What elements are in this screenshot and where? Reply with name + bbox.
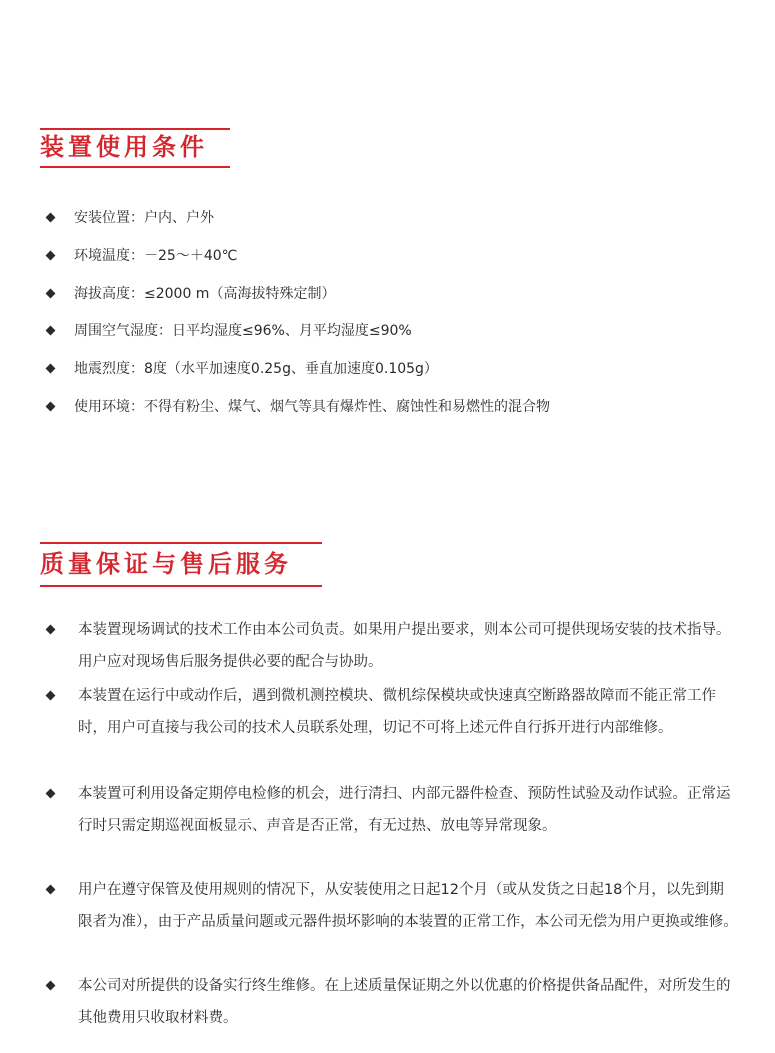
diamond-bullet-icon — [46, 885, 56, 895]
list-item-text: 本装置可利用设备定期停电检修的机会，进行清扫、内部元器件检查、预防性试验及动作试验。正常运行时只需定期巡视面板显示、声音是否正常，有无过热、放电等异常现象。 — [78, 786, 731, 834]
list-item-text: 本装置在运行中或动作后，遇到微机测控模块、微机综保模块或快速真空断路器故障而不能正常工作时，用户可直接与我公司的技术人员联系处理，切记不可将上述元件自行拆开进行内部维修。 — [78, 688, 716, 736]
title-line-top — [40, 128, 230, 130]
diamond-bullet-icon — [46, 213, 56, 223]
list-item-text: 地震烈度：8度（水平加速度0.25g、垂直加速度0.105g） — [74, 361, 438, 377]
diamond-bullet-icon — [46, 981, 56, 991]
title-line-top — [40, 542, 322, 544]
list-item — [40, 614, 740, 678]
diamond-bullet-icon — [46, 251, 56, 261]
list-item-text: 周围空气湿度：日平均湿度≤96%、月平均湿度≤90% — [74, 323, 412, 339]
diamond-bullet-icon — [46, 289, 56, 299]
diamond-bullet-icon — [46, 625, 56, 635]
list-item — [40, 680, 740, 744]
list-item-text: 环境温度：－25～＋40℃ — [74, 248, 238, 264]
diamond-bullet-icon — [46, 691, 56, 701]
diamond-bullet-icon — [46, 402, 56, 412]
title-line-bottom — [40, 585, 322, 587]
list-item — [40, 874, 740, 938]
list-item-text: 本公司对所提供的设备实行终生维修。在上述质量保证期之外以优惠的价格提供备品配件，对所发生的其他费用只收取材料费。 — [78, 978, 731, 1026]
list-item-text: 安装位置：户内、户外 — [74, 210, 214, 226]
diamond-bullet-icon — [46, 789, 56, 799]
title-line-bottom — [40, 166, 230, 168]
list-item-text: 海拔高度：≤2000 m（高海拔特殊定制） — [74, 286, 336, 302]
section-title-conditions: 装置使用条件 — [40, 133, 208, 161]
list-item-text: 本装置现场调试的技术工作由本公司负责。如果用户提出要求，则本公司可提供现场安装的技术指导。用户应对现场售后服务提供必要的配合与协助。 — [78, 622, 731, 670]
list-item-text: 用户在遵守保管及使用规则的情况下，从安装使用之日起12个月（或从发货之日起18个月，以先到期限者为准），由于产品质量问题或元器件损坏影响的本装置的正常工作，本公司无偿为用户更换或维修。 — [78, 882, 738, 930]
list-item-text: 使用环境：不得有粉尘、煤气、烟气等具有爆炸性、腐蚀性和易燃性的混合物 — [74, 399, 550, 415]
diamond-bullet-icon — [46, 364, 56, 374]
diamond-bullet-icon — [46, 326, 56, 336]
list-item — [40, 778, 740, 842]
list-item — [40, 970, 740, 1034]
section-title-warranty: 质量保证与售后服务 — [40, 550, 292, 578]
